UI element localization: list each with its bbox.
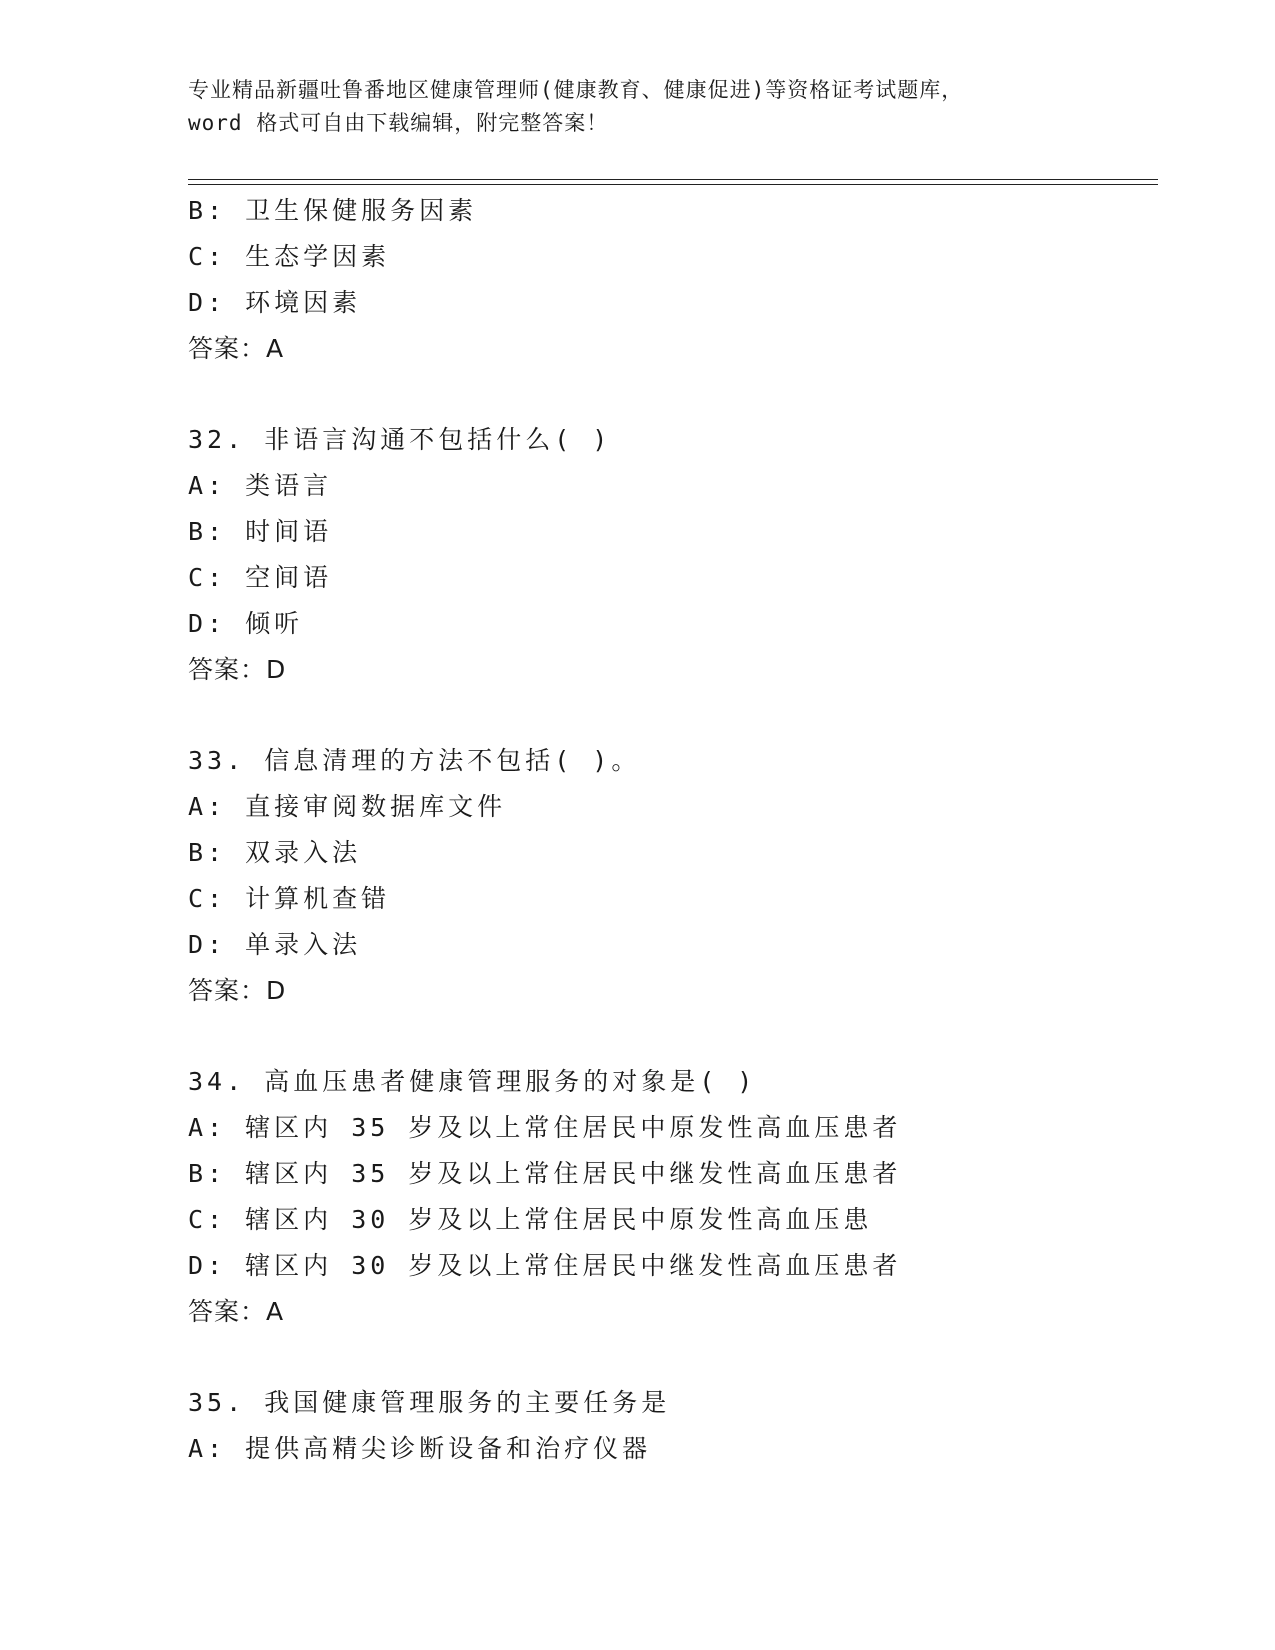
question-stem: 35. 我国健康管理服务的主要任务是 <box>188 1388 671 1417</box>
header-divider-bottom <box>188 184 1158 185</box>
option-d: D: 单录入法 <box>188 930 362 959</box>
option-b: B: 双录入法 <box>188 838 362 867</box>
question-stem: 33. 信息清理的方法不包括( )。 <box>188 746 641 775</box>
answer-line: 答案：A <box>188 1297 285 1326</box>
question-stem: 34. 高血压患者健康管理服务的对象是( ) <box>188 1067 757 1096</box>
option-b: B: 辖区内 35 岁及以上常住居民中继发性高血压患者 <box>188 1159 902 1188</box>
option-a: A: 辖区内 35 岁及以上常住居民中原发性高血压患者 <box>188 1113 902 1142</box>
question-list <box>188 188 1148 1472</box>
answer-line: 答案：A <box>188 334 285 363</box>
option-c: C: 辖区内 30 岁及以上常住居民中原发性高血压患 <box>188 1205 873 1234</box>
answer-line: 答案：D <box>188 976 287 1005</box>
option-b: B: 卫生保健服务因素 <box>188 196 478 225</box>
option-c: C: 空间语 <box>188 563 333 592</box>
option-b: B: 时间语 <box>188 517 333 546</box>
option-a: A: 直接审阅数据库文件 <box>188 792 507 821</box>
option-c: C: 计算机查错 <box>188 884 391 913</box>
document-header <box>188 74 1088 140</box>
option-d: D: 倾听 <box>188 609 304 638</box>
option-d: D: 环境因素 <box>188 288 362 317</box>
question-stem: 32. 非语言沟通不包括什么( ) <box>188 425 612 454</box>
answer-line: 答案：D <box>188 655 287 684</box>
option-c: C: 生态学因素 <box>188 242 391 271</box>
option-d: D: 辖区内 30 岁及以上常住居民中继发性高血压患者 <box>188 1251 902 1280</box>
option-a: A: 提供高精尖诊断设备和治疗仪器 <box>188 1434 652 1463</box>
header-line-1: 专业精品新疆吐鲁番地区健康管理师(健康教育、健康促进)等资格证考试题库， <box>188 78 964 102</box>
option-a: A: 类语言 <box>188 471 333 500</box>
header-divider-top <box>188 179 1158 180</box>
header-line-2: word 格式可自由下载编辑，附完整答案！ <box>188 111 609 135</box>
